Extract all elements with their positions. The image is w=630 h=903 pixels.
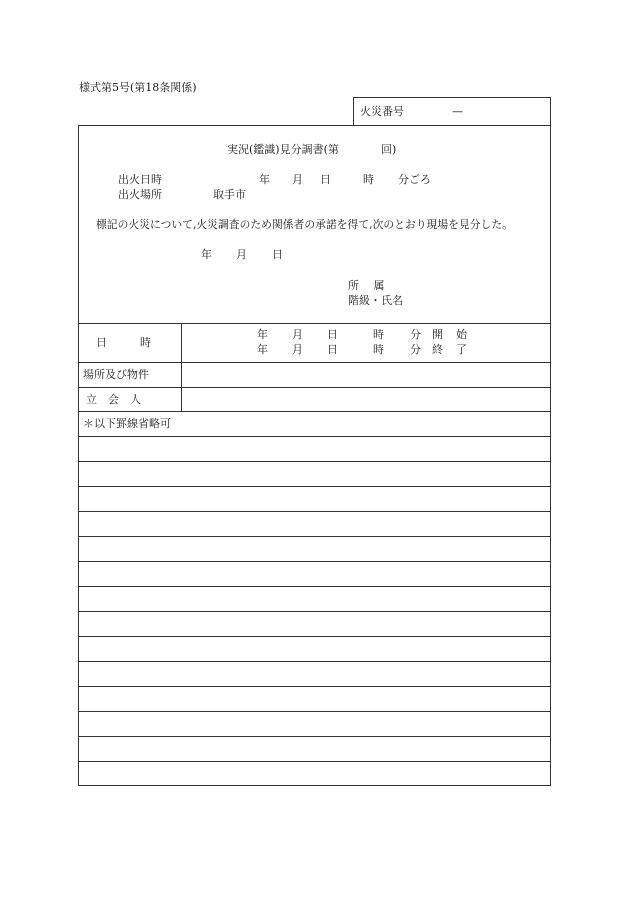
start-hour-unit: 時 <box>373 328 384 341</box>
ruled-line <box>78 736 551 737</box>
label-column-rule <box>181 323 182 411</box>
ruled-line <box>78 761 551 762</box>
datetime-label: 日 時 <box>96 336 151 349</box>
ruled-line <box>78 461 551 462</box>
fire-number-dash: — <box>452 105 463 118</box>
date-day-unit: 日 <box>272 248 283 261</box>
ruled-line <box>78 436 551 437</box>
fire-number-box <box>353 97 551 126</box>
end-ryo-char: 了 <box>456 343 467 356</box>
form-label: 様式第5号(第18条関係) <box>79 81 197 94</box>
report-title: 実況(鑑識)見分調書(第 <box>227 143 339 156</box>
fire-place-label: 出火場所 <box>118 188 162 201</box>
affiliation-label: 所 属 <box>348 279 385 292</box>
place-label: 場所及び物件 <box>83 368 149 381</box>
end-day-unit: 日 <box>327 343 338 356</box>
fire-place-value: 取手市 <box>213 188 246 201</box>
ruled-line <box>78 636 551 637</box>
ruled-line <box>78 611 551 612</box>
fire-year-unit: 年 <box>259 173 270 186</box>
fire-day-unit: 日 <box>320 173 331 186</box>
end-year-unit: 年 <box>257 343 268 356</box>
rule-after-place <box>78 387 551 388</box>
start-month-unit: 月 <box>292 328 303 341</box>
ruled-lines-note: ＊以下罫線省略可 <box>83 417 171 430</box>
ruled-line <box>78 486 551 487</box>
rule-after-datetime <box>78 362 551 363</box>
start-shi-char: 始 <box>456 328 467 341</box>
rule-after-witness <box>78 411 551 412</box>
start-year-unit: 年 <box>257 328 268 341</box>
start-minute-unit: 分 <box>410 328 421 341</box>
fire-number-label: 火災番号 <box>360 105 404 118</box>
start-kai-char: 開 <box>432 328 443 341</box>
start-day-unit: 日 <box>327 328 338 341</box>
end-shu-char: 終 <box>432 343 443 356</box>
fire-hour-unit: 時 <box>363 173 374 186</box>
ruled-line <box>78 561 551 562</box>
date-year-unit: 年 <box>201 248 212 261</box>
fire-datetime-label: 出火日時 <box>118 173 162 186</box>
table-top-rule <box>78 323 551 324</box>
statement: 標記の火災について,火災調査のため関係者の承諾を得て,次のとおり現場を見分した。 <box>96 218 513 231</box>
end-minute-unit: 分 <box>410 343 421 356</box>
end-month-unit: 月 <box>292 343 303 356</box>
ruled-line <box>78 686 551 687</box>
ruled-line <box>78 711 551 712</box>
date-month-unit: 月 <box>236 248 247 261</box>
ruled-line <box>78 536 551 537</box>
ruled-line <box>78 586 551 587</box>
end-hour-unit: 時 <box>373 343 384 356</box>
ruled-line <box>78 511 551 512</box>
rank-name-label: 階級・氏名 <box>348 294 403 307</box>
report-title-end: 回) <box>381 143 397 156</box>
ruled-line <box>78 661 551 662</box>
fire-minute-unit: 分ごろ <box>398 173 431 186</box>
fire-month-unit: 月 <box>292 173 303 186</box>
witness-label: 立 会 人 <box>86 393 141 406</box>
